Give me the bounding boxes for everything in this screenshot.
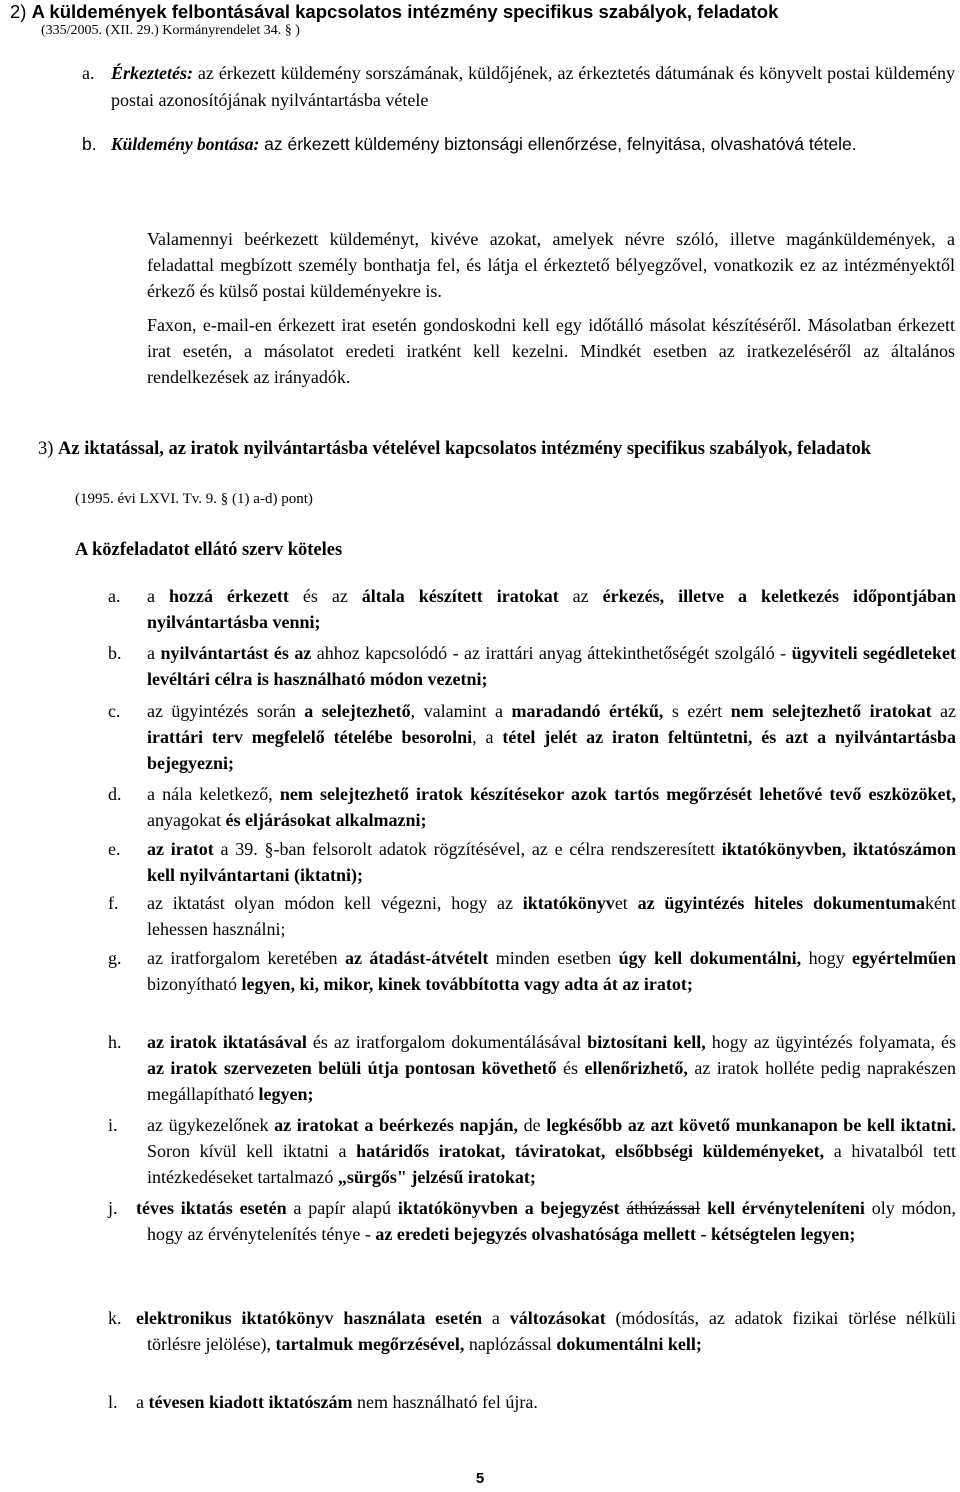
text-run: naplózással xyxy=(464,1334,557,1354)
item-letter: i. xyxy=(108,1115,118,1135)
text-run: a hivatalból tett intézkedéseket tartalmazó xyxy=(147,1141,956,1187)
item-text xyxy=(147,583,956,635)
text-run: s ezért xyxy=(663,701,731,721)
bold-run: nem selejtezhető iratokat xyxy=(730,701,932,721)
item-letter: e. xyxy=(108,839,121,859)
text-run: az iratforgalom keretében xyxy=(147,948,345,968)
bold-run: elektronikus iktatókönyv használata esetén xyxy=(136,1308,483,1328)
text-run: a xyxy=(136,1392,149,1412)
text-run: nem használható fel újra. xyxy=(352,1392,538,1412)
item-text xyxy=(147,698,956,776)
bold-run: „sürgős" jelzésű iratokat; xyxy=(337,1167,536,1187)
section-2-paragraph-2: Faxon, e-mail-en érkezett irat esetén gondoskodni kell egy időtálló másolat készítéséről. Másolatban érkezett irat esetén, a másolatot eredeti iratként kell kezelni. Mindkét esetben az iratkezeléséről az általános rendelkezések az irányadók. xyxy=(147,315,955,387)
item-letter: k. xyxy=(108,1308,122,1328)
section-3-reference: (1995. évi LXVI. Tv. 9. § (1) a-d) pont) xyxy=(75,491,313,507)
item-text xyxy=(147,781,956,833)
item-letter: f. xyxy=(108,893,119,913)
item-text xyxy=(147,640,956,692)
text-run: hogy xyxy=(801,948,853,968)
section-3-item-f xyxy=(108,890,956,942)
item-text xyxy=(136,1195,956,1247)
text-run: hogy az ügyintézés folyamata, és xyxy=(705,1032,956,1052)
section-3-item-g xyxy=(108,945,956,997)
text-run: (módosítás, az adatok fizikai törlése nélküli törlésre jelölése), xyxy=(147,1308,956,1354)
bold-run: általa készített iratokat xyxy=(361,586,559,606)
item-label: Érkeztetés: xyxy=(111,63,193,83)
text-run: ahhoz kapcsolódó - az irattári anyag áttekinthetőségét szolgáló - xyxy=(311,643,792,663)
bold-run: érkezés, illetve a keletkezés időpontjában nyilvántartásba venni; xyxy=(147,586,956,632)
section-3-item-h xyxy=(108,1029,956,1107)
bold-run: legyen; xyxy=(258,1084,314,1104)
item-text: az érkezett küldemény biztonsági ellenőrzése, felnyitása, olvashatóvá tétele. xyxy=(259,134,857,154)
section-3-item-b xyxy=(108,640,956,692)
section-3-item-d xyxy=(108,781,956,833)
bold-run: és eljárásokat alkalmazni; xyxy=(225,810,427,830)
bold-run: irattári terv megfelelő tételébe besorolni xyxy=(147,727,473,747)
bold-run: határidős iratokat, táviratokat, elsőbbségi küldeményeket, xyxy=(356,1141,825,1161)
section-3-item-i xyxy=(108,1112,956,1190)
item-letter: a. xyxy=(108,586,121,606)
text-run: , a xyxy=(472,727,503,747)
bold-run: tévesen kiadott iktatószám xyxy=(148,1392,353,1412)
section-3-heading xyxy=(38,437,938,462)
section-3-item-l xyxy=(108,1389,956,1415)
item-letter: d. xyxy=(108,784,122,804)
item-text xyxy=(147,890,956,942)
text-run: és az iratforgalom dokumentálásával xyxy=(306,1032,588,1052)
item-text xyxy=(147,836,956,888)
bold-run: úgy kell dokumentálni, xyxy=(618,948,802,968)
text-run: a xyxy=(482,1308,510,1328)
item-text: az érkezett küldemény sorszámának, küldőjének, az érkeztetés dátumának és könyvelt postai küldemény postai azonosítójának nyilvántartásba vétele xyxy=(111,63,955,110)
item-text xyxy=(136,1305,956,1357)
bold-run: legkésőbb az azt követő munkanapon be kell iktatni. xyxy=(546,1115,957,1135)
item-text xyxy=(136,1389,956,1415)
bold-run: az iratok szervezeten belüli útja pontosan követhető xyxy=(147,1058,557,1078)
section-2-reference: (335/2005. (XII. 29.) Kormányrendelet 34. § ) xyxy=(41,23,300,38)
item-letter: j. xyxy=(108,1198,118,1218)
bold-run: nyilvántartást és az xyxy=(160,643,312,663)
text-run: az xyxy=(558,586,603,606)
text-run: az xyxy=(931,701,957,721)
section-3-item-a xyxy=(108,583,956,635)
bold-run: változásokat xyxy=(509,1308,606,1328)
text-run: és xyxy=(556,1058,585,1078)
section-2-title: A küldemények felbontásával kapcsolatos intézmény specifikus szabályok, feladatok xyxy=(31,1,779,22)
section-2-heading xyxy=(10,2,950,22)
bold-run: maradandó értékű, xyxy=(511,701,664,721)
bold-run: téves iktatás esetén xyxy=(136,1198,287,1218)
bold-run: tartalmuk megőrzésével, xyxy=(275,1334,465,1354)
text-run: a 39. §-ban felsorolt adatok rögzítésével, az e célra rendszeresített xyxy=(213,839,722,859)
item-letter: c. xyxy=(108,701,121,721)
bold-run: hozzá érkezett xyxy=(168,586,289,606)
text-run: minden esetben xyxy=(488,948,619,968)
section-2-item-a xyxy=(82,60,955,113)
section-3-item-c xyxy=(108,698,956,776)
bold-run: iktatókönyv xyxy=(522,893,615,913)
text-run: az ügyintézés során xyxy=(147,701,305,721)
bold-run: ellenőrizhető, xyxy=(584,1058,688,1078)
item-text xyxy=(147,945,956,997)
item-letter: l. xyxy=(108,1392,118,1412)
text-run: és az xyxy=(288,586,362,606)
item-text xyxy=(147,1112,956,1190)
bold-run: az iratot xyxy=(147,839,214,859)
text-run: az iktatást olyan módon kell végezni, hogy az xyxy=(147,893,523,913)
bold-run: legyen, ki, mikor, kinek továbbította vagy adta át az iratot; xyxy=(241,974,693,994)
bold-run: a selejtezhető xyxy=(304,701,411,721)
text-run: bizonyítható xyxy=(147,974,242,994)
item-letter: b. xyxy=(82,134,97,154)
bold-run: egyértelműen xyxy=(852,948,956,968)
bold-run: nem selejtezhető iratok készítésekor azok tartós megőrzését lehetővé tevő eszközöket, xyxy=(279,784,956,804)
bold-run: az ügyintézés hiteles dokumentuma xyxy=(637,893,925,913)
section-2-item-b xyxy=(82,131,955,158)
text-run: a papír alapú xyxy=(286,1198,398,1218)
bold-run: iktatókönyvben a bejegyzést xyxy=(397,1198,620,1218)
section-3-item-j xyxy=(108,1195,956,1247)
text-run: az iratok holléte pedig naprakészen megállapítható xyxy=(147,1058,956,1104)
bold-run: ügyviteli segédleteket levéltári célra is használható módon vezetni; xyxy=(147,643,956,689)
text-run: a xyxy=(147,643,161,663)
bold-run: tétel jelét az iraton feltüntetni, és azt a nyilvántartásba bejegyezni; xyxy=(147,727,956,773)
text-run: ként lehessen használni; xyxy=(147,893,956,939)
bold-run: az átadást-átvételt xyxy=(344,948,489,968)
bold-run: biztosítani kell, xyxy=(587,1032,706,1052)
item-letter: g. xyxy=(108,948,122,968)
item-letter: b. xyxy=(108,643,122,663)
item-letter: a. xyxy=(82,63,95,83)
section-3-title: Az iktatással, az iratok nyilvántartásba vételével kapcsolatos intézmény specifikus szabályok, feladatok xyxy=(58,439,871,459)
section-3-number: 3) xyxy=(38,439,54,459)
section-2-number: 2) xyxy=(10,1,27,22)
text-run: a xyxy=(147,586,169,606)
section-3-item-k xyxy=(108,1305,956,1357)
text-run: oly módon, hogy az érvénytelenítés ténye - xyxy=(147,1198,957,1244)
text-run: , valamint a xyxy=(410,701,512,721)
page-number: 5 xyxy=(475,1470,485,1487)
strikethrough-run: áthúzással xyxy=(626,1198,701,1218)
bold-run: dokumentálni kell; xyxy=(556,1334,702,1354)
section-3-item-e xyxy=(108,836,956,888)
item-label: Küldemény bontása: xyxy=(111,134,260,154)
text-run: az ügykezelőnek xyxy=(147,1115,275,1135)
bold-run: kell érvényteleníteni xyxy=(707,1198,865,1218)
bold-run: az iratok iktatásával xyxy=(147,1032,307,1052)
text-run: de xyxy=(518,1115,547,1135)
text-run: Soron kívül kell iktatni a xyxy=(147,1141,357,1161)
item-text xyxy=(147,1029,956,1107)
text-run: et xyxy=(614,893,638,913)
text-run: a nála keletkező, xyxy=(147,784,280,804)
section-3-subheading: A közfeladatot ellátó szerv köteles xyxy=(75,540,343,560)
section-2-paragraph-1: Valamennyi beérkezett küldeményt, kivéve azokat, amelyek névre szóló, illetve magánküldemények, a feladattal megbízott személy bonthatja fel, és látja el érkeztető bélyegzővel, vonatkozik ez az intézményektől érkező és külső postai küldeményekre is. xyxy=(147,229,955,301)
bold-run: iktatókönyvben, iktatószámon kell nyilvántartani (iktatni); xyxy=(147,839,956,885)
bold-run: az eredeti bejegyzés olvashatósága mellett - kétségtelen legyen; xyxy=(375,1224,856,1244)
text-run: anyagokat xyxy=(147,810,226,830)
item-letter: h. xyxy=(108,1032,122,1052)
bold-run: az iratokat a beérkezés napján, xyxy=(274,1115,519,1135)
